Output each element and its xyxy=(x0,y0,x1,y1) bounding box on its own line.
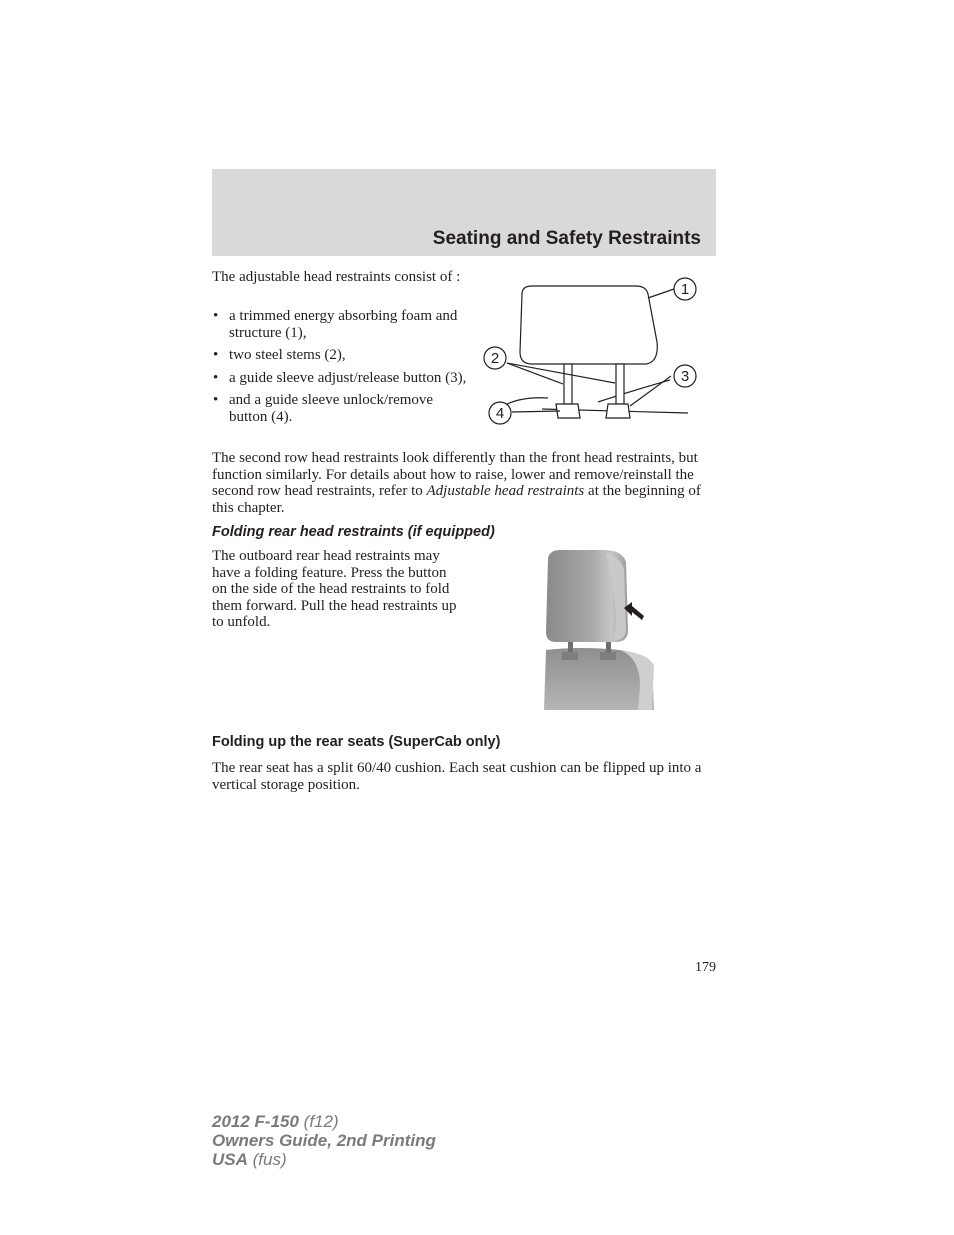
callout-4-label: 4 xyxy=(495,405,505,422)
cross-reference-link: Adjustable head restraints xyxy=(426,483,585,499)
callout-1-label: 1 xyxy=(680,281,690,298)
document-footer xyxy=(212,1112,436,1169)
head-restraint-diagram xyxy=(478,272,704,432)
second-row-text-end: at the beginning of this chapter. xyxy=(212,483,701,516)
second-row-text: The second row head restraints look differently than the front head restraints, but function similarly. For details about how to raise, lower and remove/reinstall the second row head restraints, refer to xyxy=(212,450,698,499)
second-row-paragraph xyxy=(212,450,716,516)
footer-line-edition: Owners Guide, 2nd Printing xyxy=(212,1131,436,1150)
callout-3-label: 3 xyxy=(680,368,690,385)
folding-restraints-paragraph: The outboard rear head restraints may have a folding feature. Press the button on the side of the head restraints to fold them forward. Pull the head restraints up to unfold. xyxy=(212,548,457,630)
list-item: • a trimmed energy absorbing foam and structure (1), xyxy=(212,308,467,341)
section-title: Seating and Safety Restraints xyxy=(432,228,701,249)
folding-rear-head-restraints-heading: Folding rear head restraints (if equipped) xyxy=(212,524,495,540)
footer-line-market: USA (fus) xyxy=(212,1150,287,1169)
section-header-band xyxy=(212,169,716,256)
callout-2-label: 2 xyxy=(490,350,500,367)
rear-seat-paragraph: The rear seat has a split 60/40 cushion. Each seat cushion can be flipped up into a vertical storage position. xyxy=(212,760,702,793)
head-restraint-parts-list xyxy=(212,308,467,431)
list-item: • two steel stems (2), xyxy=(212,347,467,364)
list-item: • and a guide sleeve unlock/remove button (4). xyxy=(212,392,467,425)
folding-rear-seats-heading: Folding up the rear seats (SuperCab only) xyxy=(212,734,501,750)
list-item: • a guide sleeve adjust/release button (3), xyxy=(212,370,467,387)
folding-head-restraint-photo xyxy=(540,546,658,712)
page-number: 179 xyxy=(695,960,716,975)
footer-line-model: 2012 F-150 (f12) xyxy=(212,1112,339,1131)
intro-paragraph: The adjustable head restraints consist of : xyxy=(212,269,461,285)
